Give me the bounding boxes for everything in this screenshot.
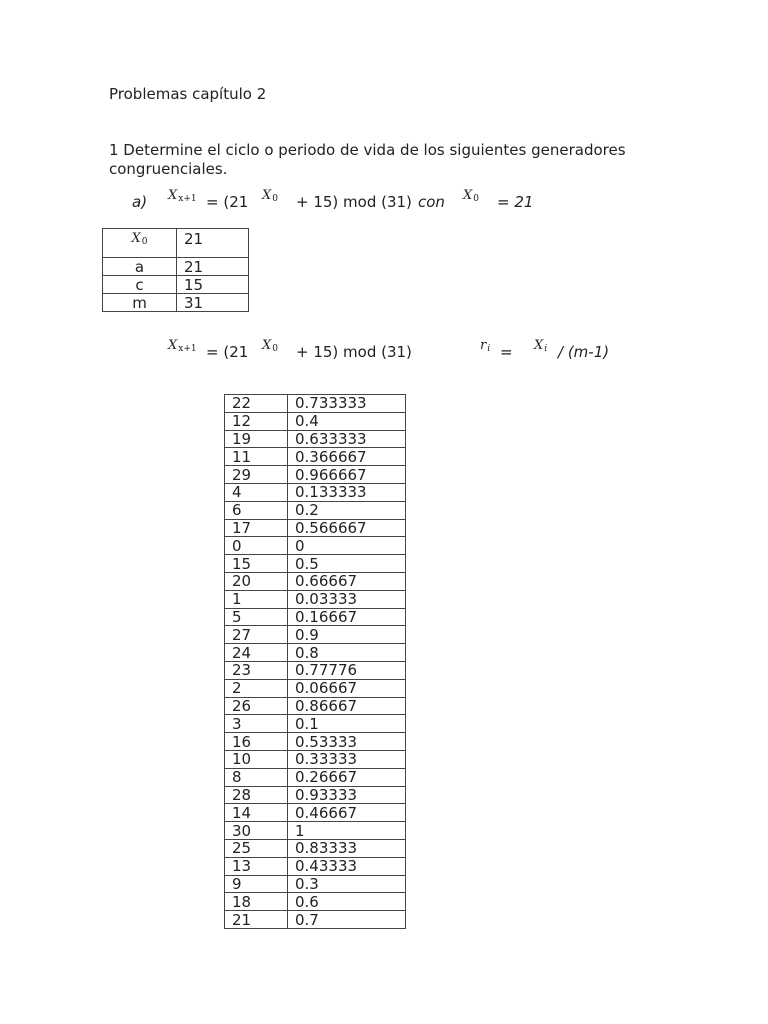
table-row [225, 483, 406, 501]
xi-cell: 2 [225, 679, 288, 697]
xi-cell: 28 [225, 786, 288, 804]
table-row [225, 519, 406, 537]
table-row [225, 430, 406, 448]
item-label-a: a) [132, 193, 148, 211]
formula-b-xi: $X_i$ [534, 338, 548, 354]
table-row [225, 448, 406, 466]
table-row [225, 644, 406, 662]
table-row [225, 786, 406, 804]
table-row [225, 733, 406, 751]
table-row [103, 294, 249, 312]
table-cell: c [103, 276, 177, 294]
table-row [225, 857, 406, 875]
table-row [225, 501, 406, 519]
ri-cell: 0.8 [288, 644, 406, 662]
formula-a-rest: + 15) mod (31) [296, 193, 412, 211]
table-cell: m [103, 294, 177, 312]
table-row [225, 466, 406, 484]
table-row [225, 395, 406, 413]
xi-cell: 23 [225, 661, 288, 679]
problem-text-line2: congruenciales. [109, 160, 228, 178]
xi-cell: 22 [225, 395, 288, 413]
ri-cell: 0.5 [288, 555, 406, 573]
page-title: Problemas capítulo 2 [109, 85, 267, 103]
formula-a-seed: = 21 [497, 193, 534, 211]
ri-cell: 0.966667 [288, 466, 406, 484]
table-cell: a [103, 258, 177, 276]
ri-cell: 0.43333 [288, 857, 406, 875]
formula-a-x0: $X_0$ [262, 188, 278, 204]
xi-cell: 19 [225, 430, 288, 448]
table-row [225, 893, 406, 911]
table-cell: $X_0$ [103, 229, 177, 258]
xi-cell: 26 [225, 697, 288, 715]
xi-cell: 8 [225, 768, 288, 786]
table-row [225, 661, 406, 679]
xi-cell: 0 [225, 537, 288, 555]
table-row [103, 229, 249, 258]
ri-cell: 0.83333 [288, 839, 406, 857]
ri-cell: 0.66667 [288, 572, 406, 590]
table-cell: 21 [177, 258, 249, 276]
formula-b-rest: + 15) mod (31) [296, 343, 412, 361]
problem-text-line1: 1 Determine el ciclo o periodo de vida de los siguientes generadores [109, 141, 626, 159]
table-row [225, 572, 406, 590]
table-row [225, 412, 406, 430]
formula-a-mult: = (21 [206, 193, 249, 211]
ri-cell: 0.566667 [288, 519, 406, 537]
table-row [103, 258, 249, 276]
table-row [225, 537, 406, 555]
xi-cell: 25 [225, 839, 288, 857]
ri-cell: 0.1 [288, 715, 406, 733]
formula-b-lhs: $X_{x+1}$ [168, 338, 197, 354]
formula-b-x0: $X_0$ [262, 338, 278, 354]
formula-b-r: $r_i$ [480, 338, 491, 354]
ri-cell: 0.2 [288, 501, 406, 519]
ri-cell: 0.733333 [288, 395, 406, 413]
table-cell: 31 [177, 294, 249, 312]
ri-cell: 0.33333 [288, 750, 406, 768]
formula-a-lhs: $X_{x+1}$ [168, 188, 197, 204]
table-row [225, 804, 406, 822]
ri-cell: 0.93333 [288, 786, 406, 804]
ri-cell: 0.86667 [288, 697, 406, 715]
ri-cell: 0.03333 [288, 590, 406, 608]
ri-cell: 0.06667 [288, 679, 406, 697]
parameters-table [102, 228, 249, 312]
xi-cell: 29 [225, 466, 288, 484]
xi-cell: 20 [225, 572, 288, 590]
table-row [225, 697, 406, 715]
table-row [225, 626, 406, 644]
ri-cell: 0.46667 [288, 804, 406, 822]
table-row [225, 875, 406, 893]
formula-a-con: con [418, 193, 445, 211]
xi-cell: 27 [225, 626, 288, 644]
ri-cell: 0.366667 [288, 448, 406, 466]
table-row [225, 822, 406, 840]
ri-cell: 0.4 [288, 412, 406, 430]
ri-cell: 0.53333 [288, 733, 406, 751]
xi-cell: 18 [225, 893, 288, 911]
ri-cell: 0.26667 [288, 768, 406, 786]
table-cell: 21 [177, 229, 249, 258]
xi-cell: 21 [225, 911, 288, 929]
table-row [225, 768, 406, 786]
xi-cell: 6 [225, 501, 288, 519]
ri-cell: 0 [288, 537, 406, 555]
formula-b-mult: = (21 [206, 343, 249, 361]
formula-b-eq: = [500, 343, 513, 361]
ri-cell: 0.6 [288, 893, 406, 911]
table-row [103, 276, 249, 294]
formula-a-x0b: $X_0$ [463, 188, 479, 204]
xi-cell: 17 [225, 519, 288, 537]
xi-cell: 5 [225, 608, 288, 626]
xi-cell: 1 [225, 590, 288, 608]
table-row [225, 590, 406, 608]
xi-cell: 11 [225, 448, 288, 466]
xi-cell: 16 [225, 733, 288, 751]
ri-cell: 0.133333 [288, 483, 406, 501]
table-row [225, 715, 406, 733]
ri-cell: 0.16667 [288, 608, 406, 626]
xi-cell: 14 [225, 804, 288, 822]
formula-b-div: / (m-1) [558, 343, 610, 361]
table-row [225, 608, 406, 626]
ri-cell: 0.633333 [288, 430, 406, 448]
ri-cell: 0.3 [288, 875, 406, 893]
table-row [225, 839, 406, 857]
xi-cell: 24 [225, 644, 288, 662]
ri-cell: 0.9 [288, 626, 406, 644]
results-table [224, 394, 406, 929]
xi-cell: 4 [225, 483, 288, 501]
table-row [225, 911, 406, 929]
table-cell: 15 [177, 276, 249, 294]
xi-cell: 12 [225, 412, 288, 430]
xi-cell: 3 [225, 715, 288, 733]
ri-cell: 1 [288, 822, 406, 840]
xi-cell: 30 [225, 822, 288, 840]
xi-cell: 13 [225, 857, 288, 875]
table-row [225, 679, 406, 697]
ri-cell: 0.77776 [288, 661, 406, 679]
xi-cell: 10 [225, 750, 288, 768]
xi-cell: 9 [225, 875, 288, 893]
table-row [225, 750, 406, 768]
table-row [225, 555, 406, 573]
ri-cell: 0.7 [288, 911, 406, 929]
xi-cell: 15 [225, 555, 288, 573]
